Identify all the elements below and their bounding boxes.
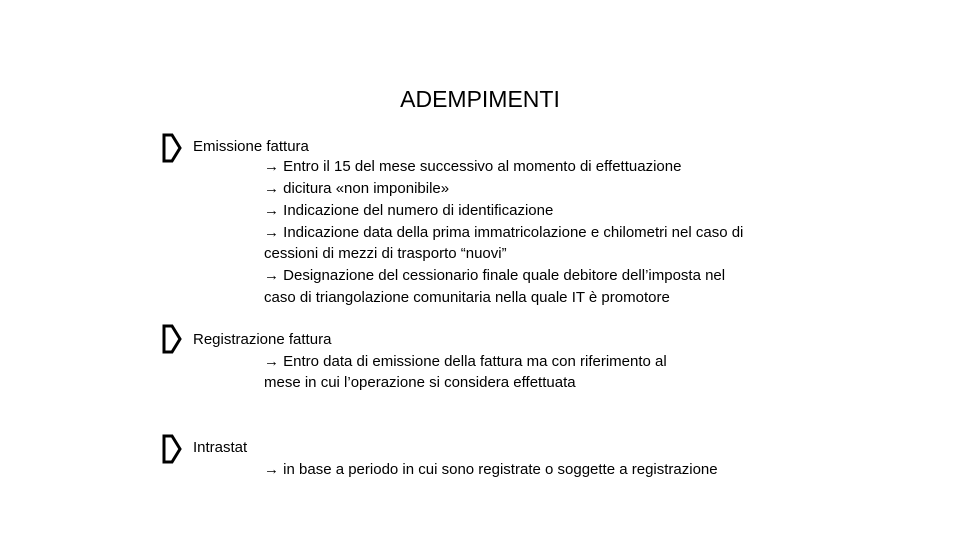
arrow-bullet-icon	[162, 133, 182, 163]
section-heading-emissione: Emissione fattura	[193, 138, 309, 155]
section-line: → Indicazione del numero di identificazione	[264, 202, 554, 219]
section-line: → Entro il 15 del mese successivo al momento di effettuazione	[264, 158, 682, 175]
arrow-bullet-icon	[162, 434, 182, 464]
section-line: cessioni di mezzi di trasporto “nuovi”	[264, 245, 507, 262]
arrow-bullet-icon	[162, 324, 182, 354]
section-line: → Indicazione data della prima immatricolazione e chilometri nel caso di	[264, 224, 744, 241]
section-heading-registrazione: Registrazione fattura	[193, 331, 332, 348]
section-line: mese in cui l’operazione si considera effettuata	[264, 374, 576, 391]
section-line: → Entro data di emissione della fattura ma con riferimento al	[264, 353, 667, 370]
section-line: → dicitura «non imponibile»	[264, 180, 450, 197]
section-line: caso di triangolazione comunitaria nella quale IT è promotore	[264, 289, 670, 306]
section-line: → in base a periodo in cui sono registrate o soggette a registrazione	[264, 461, 718, 478]
slide-title: ADEMPIMENTI	[400, 86, 560, 112]
section-line: → Designazione del cessionario finale quale debitore dell’imposta nel	[264, 267, 726, 284]
section-heading-intrastat: Intrastat	[193, 439, 248, 456]
